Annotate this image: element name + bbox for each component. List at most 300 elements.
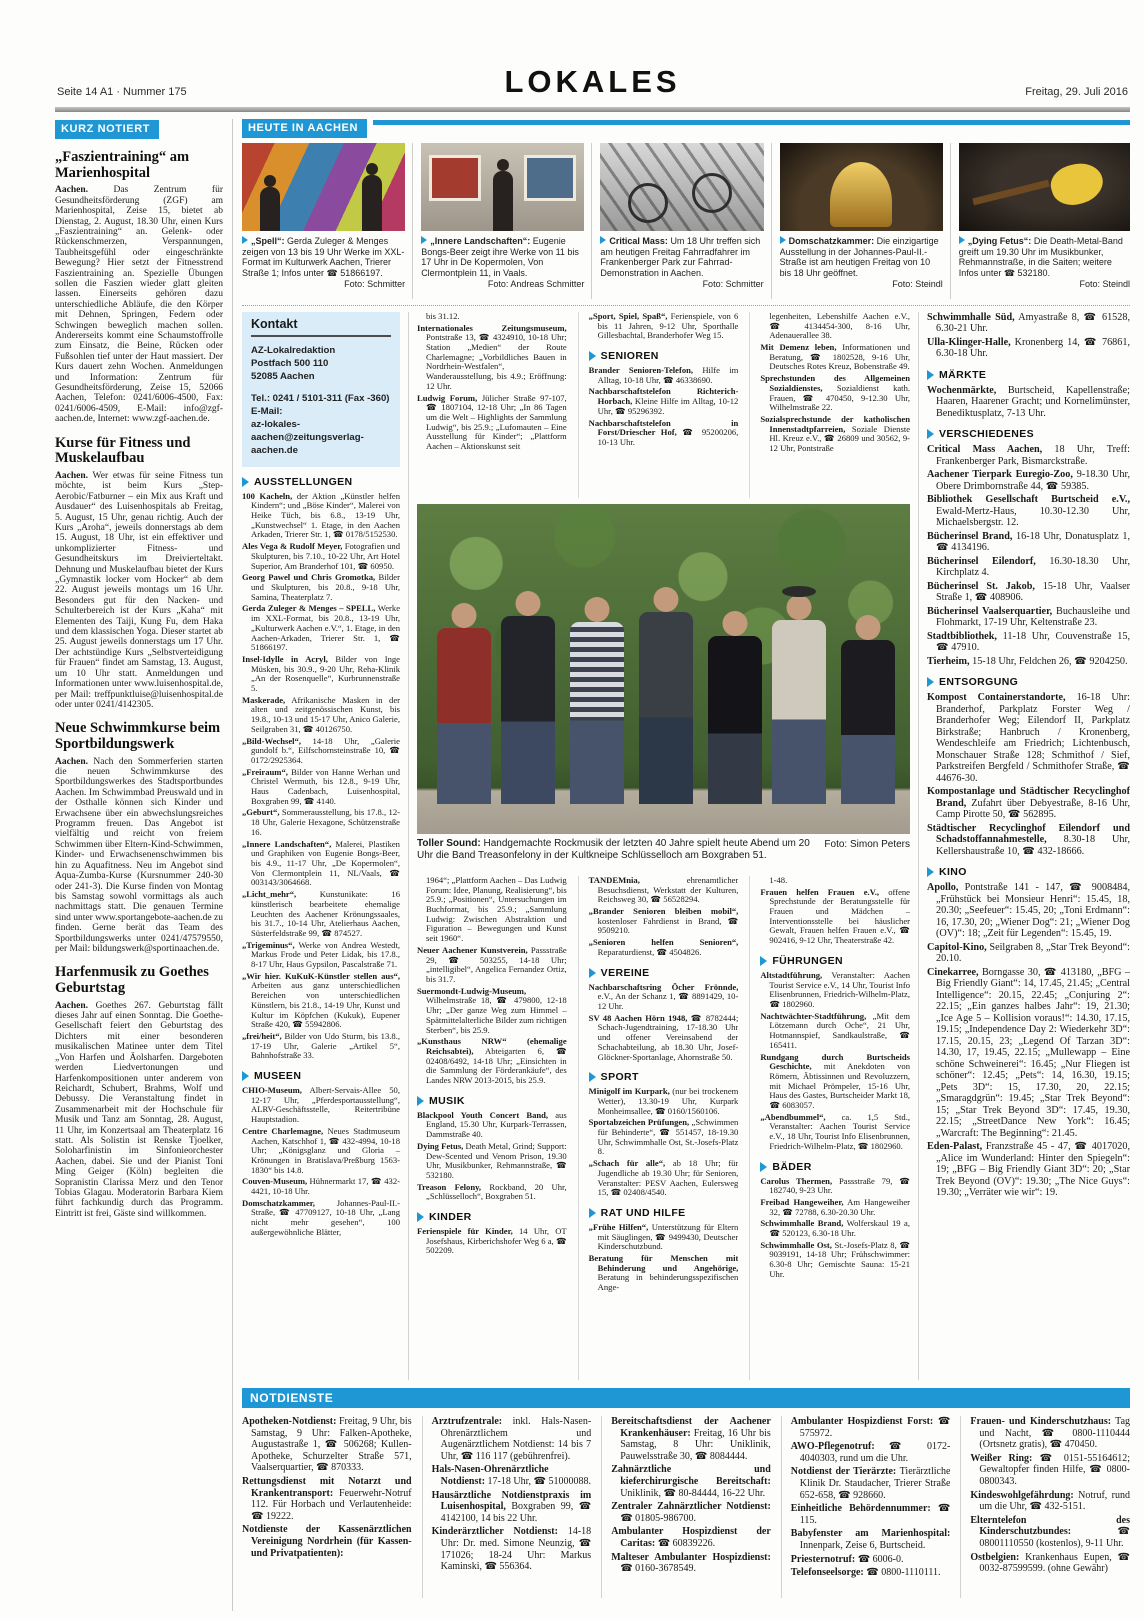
listing-continuation: bis 31.12. [426,311,460,321]
entry-lead: Mit Demenz leben, [760,342,837,353]
listing-entry: Frauen- und Kinderschutzhaus: Tag und Nacht, ☎ 0800-1110444 (Ortsnetz gratis), ☎ 470450. [970,1415,1130,1451]
article-body: Aachen. Das Zentrum für Gesundheitsförderung (ZGF) am Marienhospital, Zeise 15, bietet ab Dienstag, 2. August, 18.30 Uhr, einen Kurs „Faszientraining“ an. Gelenk- oder Rückenschmerzen, Verspannungen, Taubheitsgefühl oder eingeschränkte Bewegung? Hier setzt der Fitnesstrend Faszientraining an. Spezielle Übungen sollen die Faszien wieder glatt gleiten lassen. Einerseits gehören dazu unterschiedliche Abläufe, die den Körper mit Dehnen, Springen, Federn oder Schwingen beweglich machen sollen. Andererseits kommt eine Schaumstoffrolle zum Einsatz, die Beine, Rücken oder Fußsohlen tief unter der Haut massiert. Der Kurs dauert zehn Wochen. Anmeldungen und Information: Zentrum für Gesundheitsförderung, Zeise 15, 52066 Aachen, Telefon: 0241/6006-4500, Fax: 0241/6006-4509, E-Mail: info@zgf-aachen.de, Internet: www.zgf-aachen.de. [55,185,223,425]
listing-entry: Rettungsdienst mit Notarzt und Krankentransport: Feuerwehr-Notruf 112. Für Horbach und Verlautenheide: ☎ 19222. [242,1475,412,1522]
listing-entry: Nachbarschaftsring Öcher Frönnde, e.V., An der Schanz 1, ☎ 8891429, 10-12 Uhr. [588,981,739,1011]
listing-entry: Babyfenster am Marienhospital: Innenpark, Zeise 6, Burtscheid. [790,1528,951,1551]
news-briefs [55,150,223,1219]
notdienste-column-3 [601,1416,771,1598]
entry-lead: AWO-Pflegenotruf: [790,1441,875,1453]
listing-entry: Tierheim, 15-18 Uhr, Feldchen 26, ☎ 9204250. [927,655,1128,667]
entry-lead: Aachener Tierpark Euregio-Zoo, [927,469,1073,481]
section-title: LOKALES [504,64,681,99]
entry-lead: Internationales Zeitungsmuseum, [417,322,567,333]
listing-entry: Bücherinsel St. Jakob, 15-18 Uhr, Vaalser Straße 1, ☎ 408906. [927,580,1130,604]
photo-credit: Foto: Schmitter [344,279,406,290]
article-headline: Neue Schwimmkurse beim Sportbildungswerk [55,720,221,752]
entry-lead: Sportabzeichen Prüfungen, [588,1117,690,1128]
band-photo-caption: Foto: Simon Peters Toller Sound: Handgemachte Rockmusik der letzten 40 Jahre spielt heute Abend um 20 Uhr die Band Treasonfelony in der Kultkneipe Schlüsselloch am Boxgraben 51. [417,837,910,861]
listing-entry: „frei/heit“, Bilder von Udo Sturm, bis 13.8., 17-19 Uhr, Galerie „Artikel 5“, Bahnhofstraße 33. [242,1030,400,1061]
section-label: KINO [939,866,967,879]
entry-lead: Nachbarschaftstelefon in Forst/Driescher Hof, [588,417,739,438]
listing-entry: „Wir hier. KuKuK-Künstler stellen aus“, Arbeiten aus ganz unterschiedlichen Bereichen von unterschiedlichen Künstlern, bis 21.8., 14-19 Uhr, Kunst und Kultur im Köpfchen (Kukuk), Eupener Straße 420, ☎ 55942806. [242,970,400,1030]
kontakt-box [242,312,400,467]
entry-lead: Bücherinsel Vaalserquartier, [927,605,1053,617]
triangle-icon [242,477,249,487]
article-body: Aachen. Goethes 267. Geburtstag fällt dieses Jahr auf einen Sonntag. Die Goethe-Gesellschaft feiert den Geburtstag des Dichters mit einer besonderen musikalischen Matinee unter dem Titel „Von Harfen und Äolsharfen. Dargeboten werden Liedvertonungen und Harfenkompositionen unter anderem von Reichardt, Schubert, Brahms, Wolf und Debussy. Die Veranstaltung findet in Zusammenarbeit mit der Hochschule für Musik und Tanz am Sonntag, 28. August, 11 Uhr, im Konzertsaal am Theaterplatz 16 statt. Als Solistin ist Renske Tjoelker, Soloharfinistin im Sinfonieorchester Aachen, dabei. Sie und der Pianist Toni Ming Geiger (Köln) begleiten die Sopranistin Clarissa Merz und den Tenor Tobias Glagau. Moderatorin Barbara Kiem führt fachkundig durch das Programm. Eintritt ist frei, Gäste sind willkommen. [55,1000,223,1219]
entry-lead: Ulla-Klinger-Halle, [927,336,1011,348]
listing-column-4-bottom [749,876,910,1380]
entry-lead: Capitol-Kino, [927,941,987,953]
page-number: Seite 14 A1 · Nummer 175 [57,86,187,98]
listing-entry: SV 48 Aachen Hörn 1948, ☎ 8782444; Schach-Jugendtraining, 17-18.30 Uhr und offener Vereinsabend der Schachabteilung, ab 18.30 Uhr, Josef-Glöckner-Sportanlage, Ahornstraße 50. [588,1012,739,1062]
section-label: MÄRKTE [939,368,987,381]
entry-lead: Hausärztliche Notdienstpraxis im Luisenhospital, [431,1489,592,1513]
listing-entry: Bibliothek Gesellschaft Burtscheid e.V., Ewald-Mertz-Haus, 10.30-12.30 Uhr, Michaelsbergstr. 12. [927,494,1130,529]
masthead-rule [55,107,1130,112]
guitar-neck-shape [973,179,1050,205]
listing-entry: Frauen helfen Frauen e.V., offene Sprechstunde der Beratungsstelle für Frauen und Mädchen – Interventionsstelle bei häuslicher Gewalt, Frauen helfen Frauen e.V., ☎ 902416, 9-12 Uhr, Theaterstraße 42. [760,886,910,946]
photo-caption: „Spell“: Gerda Zuleger & Menges zeigen von 13 bis 19 Uhr Werke im XXL-Format im Kulturwerk Aachen, Trierer Straße 1; Infos unter ☎ 51866197. Foto: Schmitter [242,236,406,290]
listing-entry: Treason Felony, Rockband, 20 Uhr, „Schlüsselloch“, Boxgraben 51. [417,1181,567,1202]
bicycles-photo [600,143,763,231]
section-header-ausstellungen [242,476,400,488]
listing-entry: Notdienst der Tierärzte: Tierärztliche Klinik Dr. Staudacher, Trierer Straße 652-658, ☎ 928660. [790,1466,951,1501]
entry-lead: Altstadtführung, [760,969,823,980]
entry-lead: SV 48 Aachen Hörn 1948, [588,1012,688,1023]
section-header-kinder [417,1211,567,1223]
entry-lead: Malteser Ambulanter Hospizdienst: [611,1551,771,1563]
entry-lead: Kompostanlage und Städtischer Recyclinghof Brand, [927,786,1130,809]
band-member [772,620,826,804]
listing-entry: „Schach für alle“, ab 18 Uhr; für Jugendliche ab 19.30 Uhr; für Senioren, Veranstalter: PESV Aachen, Eulersweg 15, ☎ 02408/4540. [588,1158,739,1198]
entry-lead: Frauen helfen Frauen e.V., [760,886,880,897]
triangle-icon [760,1162,767,1172]
entry-lead: „Abendbummel“, [760,1111,826,1122]
listing-entry: Aachener Tierpark Euregio-Zoo, 9-18.30 Uhr, Obere Drimbornstraße 44, ☎ 59385. [927,469,1130,492]
listing-entry: Kompostanlage und Städtischer Recyclinghof Brand, Zufahrt über Debyestraße, 8-16 Uhr, Camp Pirotte 50, ☎ 562895. [927,786,1130,821]
section-label: MUSEEN [254,1070,302,1083]
notdienste-section [242,1388,1130,1598]
caption-arrow-icon [959,236,965,244]
entry-lead: Treason Felony, [417,1181,482,1192]
listing-entry: Minigolf im Kurpark, (nur bei trockenem Wetter), 13.30-19 Uhr, Kurpark Monheimsallee, ☎ 0160/1560106. [588,1086,739,1116]
listing-entry: Brander Senioren-Telefon, Hilfe im Alltag, 10-18 Uhr, ☎ 46338690. [588,365,739,385]
listing-entry: Nachbarschaftstelefon Richterich-Horbach, Kleine Hilfe im Alltag, 10-12 Uhr, ☎ 95296392. [588,386,739,416]
listing-continuation: 1-48. [769,875,788,885]
kontakt-email: az-lokales-aachen@zeitungsverlag-aachen.de [251,418,364,456]
triangle-icon [242,1071,249,1081]
section-header-sport [589,1071,739,1083]
listing-entry: Bereitschaftsdienst der Aachener Krankenhäuser: Freitag, 16 Uhr bis Samstag, 8 Uhr: Uniklinik, Pauwelsstraße 30, ☎ 8084444. [611,1415,771,1462]
notdienste-column-2 [422,1416,592,1598]
heute-banner-row [242,119,1130,138]
article-headline: Kurse für Fitness und Muskelaufbau [55,434,191,467]
section-label: VERSCHIEDENES [939,428,1035,441]
listing-entry: Sozialsprechstunde der katholischen Innenstadtpfarreien, Soziale Dienste Hl. Kreuz e.V., ☎ 26809 und 30562, 9-12 Uhr, Pontstraße [760,414,910,454]
listing-entry: Insel-Idylle in Acryl, Bilder von Inge Müsken, bis 30.9., 9-20 Uhr, Reha-Klinik „An der Rosenquelle“, Kurbrunnenstraße 5. [242,653,400,694]
entry-lead: „Brander Senioren bleiben mobil“, [588,906,739,917]
band-member [841,640,895,804]
kontakt-email-label: E-Mail: [251,405,283,417]
photo-credit: Foto: Steindl [1079,279,1130,290]
entry-lead: Ambulanter Hospizdienst der Caritas: [611,1526,771,1549]
listing-entry: Kindeswohlgefährdung: Notruf, rund um die Uhr, ☎ 432-5151. [970,1489,1130,1513]
section-header-kino [927,866,1130,878]
listing-entry [242,1524,412,1559]
listing-entry: „Licht_mehr“, Kunstunikate: 16 künstlerisch bearbeitete ehemalige Leuchten des Aachener Krönungssaales, bis 31.7., 10-14 Uhr, Atelierhaus Aachen, Süsterfeldstraße 99, ☎ 874527. [242,889,400,938]
listing-entry: Schwimmhalle Brand, Wolferskaul 19 a, ☎ 520123, 6.30-18 Uhr. [760,1218,910,1239]
entry-lead: Sozialsprechstunde der katholischen Innenstadtpfarreien, [760,414,910,434]
entry-lead: Arztrufzentrale: [431,1415,503,1427]
entry-lead: Centre Charlemagne, [242,1125,324,1136]
entry-lead: Couven-Museum, [242,1176,308,1187]
entry-lead: Eden-Palast, [927,1141,983,1153]
entry-lead: „Senioren helfen Senioren“, [588,937,739,948]
notdienste-column-4 [781,1416,951,1598]
listing-entry: Malteser Ambulanter Hospizdienst: ☎ 0160-3678549. [611,1551,771,1575]
entry-lead: „Kunsthaus NRW“ (ehemalige Reichsabtei), [417,1036,567,1056]
section-label: MUSIK [429,1094,465,1107]
notdienste-banner: NOTDIENSTE [242,1388,1130,1408]
band-member [437,628,491,804]
listing-entry: Freibad Hangeweiher, Am Hangeweiher 32, ☎ 72788, 6.30-20.30 Uhr. [760,1196,910,1217]
notdienste-column-5 [960,1416,1130,1598]
notdienste-columns [242,1416,1130,1598]
entry-lead: CHIO-Museum, [242,1085,302,1096]
listing-entry: „Brander Senioren bleiben mobil“, kostenloser Fahrdienst in Brand, ☎ 9509210. [588,906,739,936]
listing-entry: „Freiraum“, Bilder von Hanne Werhan und Christel Wermuth, bis 12.8., 9-19 Uhr, Haus Cadenbach, Luisenhospital, Boxgraben 99, ☎ 4140. [242,766,400,806]
listing-entry: Hals-Nasen-Ohrenärztliche Notdienst: 17-18 Uhr, ☎ 51000088. [431,1464,591,1487]
treasonfelony-band-photo [417,504,910,834]
gallery-photo [421,143,584,231]
listing-entry: Cinekarree, Borngasse 30, ☎ 413180, „BFG – Big Friendly Giant“: 14, 17.45, 21.45; „Central Intelligence“: 20.15, 22.45; „Conjuring 2“: 22.15; „Ein ganzes halbes Jahr“: 19, 21.30; „Ice Age 5 – Kollision voraus!“: 14.30, 17.15, 19.15; „Independence Day 2: Wiederkehr 3D“: 17.15, 20.15, 23; „Legend Of Tarzan 3D“: 14.30, 17, 19.45, 22.15; „Mullewapp – Eine schöne Schweinerei“: 16.45; „Nur Fliegen ist schöner“: 12.45; „Pets“: 14, 16.30, 19.15; „Pets 3D“: 15, 17.30, 20, 22.15; „Smaragdgrün“: 19.45; „Star Trek Beyond“: 15; „Star Trek Beyond 3D“: 17.45, 19.30, 22.15; „StreetDance New York“: 16.45; „Warcraft: The Beginning“: 21.45. [927,966,1130,1139]
entry-lead: Telefonseelsorge: [790,1567,864,1579]
article-dateline: Aachen. [55,470,88,481]
kontakt-phone: Tel.: 0241 / 5101-311 (Fax -360) [251,392,390,404]
painting-shape [524,155,576,201]
listing-entry: Domschatzkammer, Johannes-Paul-II.-Straße, ☎ 47709127, 10-18 Uhr, „Lang nicht mehr gesehen“, 100 außergewöhnliche Blätter, [242,1197,400,1237]
person-silhouette [362,175,382,231]
triangle-icon [927,370,934,380]
golden-shrine-shape [830,162,892,227]
entry-lead: Rettungsdienst mit Notarzt und Krankentransport: [242,1475,412,1499]
listing-entry: Georg Pawel und Chris Gromotka, Bilder und Skulpturen, bis 20.8., 9-18 Uhr, Samina, Theaterplatz 7. [242,572,400,602]
guitar-body-shape [1046,157,1108,211]
section-header-musik [417,1095,567,1107]
entry-lead: Bibliothek Gesellschaft Burtscheid e.V., [927,494,1130,506]
listing-column-5 [919,312,1130,1380]
entry-lead: Zahnärztliche und kieferchirurgische Bereitschaft: [611,1464,771,1487]
triangle-icon [589,351,596,361]
photo-caption: Domschatzkammer: Die einzigartige Ausstellung in der Johannes-Paul-II.-Straße ist am heutigen Freitag von 10 bis 18 Uhr geöffnet. Foto: Steindl [779,236,943,290]
listing-entry: „Bild-Wechsel“, 14-18 Uhr, „Galerie gundolf b.“, Eilfschornsteinstraße 10, ☎ 0172/2925364. [242,735,400,765]
issue-date: Freitag, 29. Juli 2016 [1025,86,1128,98]
triangle-icon [589,1208,596,1218]
masthead [55,66,1130,100]
band-photo-credit: Foto: Simon Peters [824,838,910,850]
listing-entry: Elterntelefon des Kinderschutzbundes: ☎ 08001110550 (kostenlos), 9-11 Uhr. [970,1514,1130,1549]
caption-arrow-icon [242,236,248,244]
photo-credit: Foto: Schmitter [702,279,764,290]
heute-photo-domschatzkammer [780,143,951,299]
triangle-icon [417,1212,424,1222]
listing-entry: Stadtbibliothek, 11-18 Uhr, Couvenstraße 15, ☎ 47910. [927,630,1130,654]
entry-lead: „Wir hier. KuKuK-Künstler stellen aus“, [242,970,400,981]
listing-entry: Dying Fetus, Death Metal, Grind; Support: Dew-Scented und Venom Prison, 19.30 Uhr, Musikbunker, Rehmannstraße, ☎ 532180. [417,1140,567,1180]
heute-photo-innere-landschaften [421,143,592,299]
section-header-f-hrungen [760,955,910,967]
entry-lead: Dying Fetus, [417,1140,464,1151]
listing-column-2-top [417,312,567,498]
entry-lead: Bücherinsel St. Jakob, [927,580,1035,592]
entry-lead: Gerda Zuleger & Menges – SPELL, [242,603,376,614]
listing-entry: Apollo, Pontstraße 141 - 147, ☎ 9008484, „Frühstück bei Monsieur Henri“: 15.45, 18, 20.30; „Seefeuer“: 15.45, 20; „Toni Erdmann“: 16, 17.30, 20; „Wiener Dog“: 21; „Wiener Dog (OV)“: 18; „Zeit für Legenden“: 15.45, 19. [927,882,1130,940]
entry-lead: Freibad Hangeweiher, [760,1196,844,1207]
listing-entry: Ambulanter Hospizdienst Forst: ☎ 575972. [790,1415,951,1439]
section-header-senioren [589,350,739,362]
entry-lead: „Trigeminus“, [242,939,295,950]
entry-lead: „Freiraum“, [242,766,288,777]
section-label: AUSSTELLUNGEN [254,475,353,488]
listing-entry: Gerda Zuleger & Menges – SPELL, Werke im XXL-Format, bis 20.8., 13-19 Uhr, „Kulturwerk Aachen e.V.“, 1. Etage, in den Aachen-Arkaden, Trierer Str. 1, ☎ 51866197. [242,603,401,653]
listing-entry: Carolus Thermen, Passstraße 79, ☎ 182740, 9-23 Uhr. [760,1175,910,1196]
listing-entry: Ulla-Klinger-Halle, Kronenberg 14, ☎ 76861, 6.30-18 Uhr. [927,336,1130,360]
listing-entry: „Frühe Hilfen“, Unterstützung für Eltern mit Säuglingen, ☎ 9499430, Deutscher Kinderschutzbund. [588,1221,739,1252]
news-brief [55,150,223,425]
listing-entry: „Senioren helfen Senioren“, Reparaturdienst, ☎ 4504826. [588,937,739,957]
listing-entry: 100 Kacheln, der Aktion „Künstler helfen Kindern“; und „Böse Kinder“, Malerei von Heike Tüch, bis 6.8., 13-19 Uhr, „Kunstwechsel“ 1. Etage, in den Aachen Arkaden, Trierer Str. 1, ☎ 0178/5152530. [242,490,400,540]
listing-continuation: 1964“; „Plattform Aachen – Das Ludwig Forum: Idee, Planung, Realisierung“, bis 25.9.; „Positionen“, Untersuchungen im Buchformat, bis 25.9.; „Sammlung Ludwig: Zwischen Abstraktion und Figuration – Bewegungen und Kunst seit 1960“. [426,875,567,944]
listing-entry: Arztrufzentrale: inkl. Hals-Nasen-Ohrenärztlichem und Augenärztlichem Notdienst: 14 bis 7 Uhr, ☎ 116 117 (gebührenfrei). [431,1415,592,1462]
entry-lead: 100 Kacheln, [242,490,293,501]
listing-entry: Hausärztliche Notdienstpraxis im Luisenhospital, Boxgraben 99, ☎ 4142100, 14 bis 22 Uhr. [431,1489,592,1524]
heute-photo-spell [242,143,413,299]
section-header-rat-und-hilfe [589,1207,739,1219]
heute-in-aachen-banner: HEUTE IN AACHEN [242,119,367,138]
listing-entry: Weißer Ring: ☎ 0151-55164612; Gewaltopfer finden Hilfe, ☎ 0800-0800343. [970,1452,1130,1487]
entry-lead: Ales Vega & Rudolf Meyer, [242,541,343,552]
listing-entry: AWO-Pflegenotruf: ☎ 0172-4040303, rund um die Uhr. [790,1441,951,1464]
listing-entry: „Sport, Spiel, Spaß“, Ferienspiele, von 6 bis 11 Jahren, 9-12 Uhr, Sporthalle Gillesbachtal, Branderhofer Weg 15. [588,311,739,341]
entry-lead: TANDEMnia, [588,875,640,885]
entry-lead: Zentraler Zahnärztlicher Notdienst: [611,1501,771,1513]
listing-entry: Zentraler Zahnärztlicher Notdienst: ☎ 01805-986700. [611,1501,771,1524]
kurz-notiert-column [55,119,233,1611]
entry-lead: Nachbarschaftsring Öcher Frönnde, [588,981,739,992]
entry-lead: Bücherinsel Brand, [927,530,1013,542]
notdienste-column-1 [242,1416,412,1598]
listing-entry: Ales Vega & Rudolf Meyer, Fotografien und Skulpturen, bis 7.10., 10-22 Uhr, Art Hotel Superior, Am Branderhof 101, ☎ 60950. [242,541,400,571]
photo-caption: „Innere Landschaften“: Eugenie Bongs-Beer zeigt ihre Werke von 11 bis 17 Uhr in De Kopermolen, Von Clermontplein 11, in Vaals. Foto: Andreas Schmitter [421,236,585,290]
entry-lead: Priesternotruf: [790,1553,856,1565]
news-brief [55,721,223,954]
listing-entry: Sprechstunden des Allgemeinen Sozialdienstes, Sozialdienst kath. Frauen, ☎ 470450, 9-12.30 Uhr, Wilhelmstraße 22. [760,373,910,413]
heute-photo-critical-mass [600,143,771,299]
listing-entry: Kinderärztlicher Notdienst: 14-18 Uhr: Dr. med. Simone Neunzig, ☎ 171026; 18-24 Uhr: Markus Kaminski, ☎ 556364. [431,1526,592,1573]
listing-entry: Bücherinsel Brand, 16-18 Uhr, Donatusplatz 1, ☎ 4134196. [927,530,1130,554]
entry-lead: „Licht_mehr“, [242,889,297,900]
listing-entry: „Trigeminus“, Werke von Andrea Westedt, Markus Frode und Peter Lidak, bis 17.8., 8-17 Uhr, Haus Gypsilon, Pascalstraße 71. [242,939,400,970]
listing-entry: Eden-Palast, Franzstraße 45 - 47, ☎ 4017020, „Alice im Wunderland: Hinter den Spiegeln“: 19; „BFG – Big Friendly Giant 3D“: 20; „Star Trek Beyond (OV)“: 19.30; „The Nice Guys“: 19.30; „Verräter wie wir“: 19. [927,1141,1130,1199]
listing-column-1 [242,312,408,1380]
entry-lead: Kompost Containerstandorte, [927,692,1066,704]
listing-entry: Schwimmhalle Süd, Amyastraße 8, ☎ 61528, 6.30-21 Uhr. [927,311,1130,335]
entry-lead: Städtischer Recyclinghof Eilendorf und Schadstoffannahmestelle, [927,822,1130,846]
photo-credit: Foto: Steindl [892,279,943,290]
entry-lead: Insel-Idylle in Acryl, [242,653,328,664]
entry-lead: Apollo, [927,882,959,894]
listing-entry: Sportabzeichen Prüfungen, „Schwimmen für Behinderte“, ☎ 551457, 18-19.30 Uhr, Schwimmhalle Ost, St.-Josefs-Platz 8. [588,1117,739,1157]
entry-lead: Frauen- und Kinderschutzhaus: [970,1415,1112,1427]
entry-lead: Bücherinsel Eilendorf, [927,555,1036,567]
entry-lead: Critical Mass Aachen, [927,444,1043,456]
listing-entry: Critical Mass Aachen, 18 Uhr, Treff: Frankenberger Park, Bismarckstraße. [927,444,1130,467]
article-body: Aachen. Nach den Sommerferien starten die neuen Schwimmkurse des Sportbildungswerkes des Stadtsportbundes Aachen. Im Schwimmbad Preuswald und in der Osthalle können sich Kinder und Erwachsene über ein abwechslungsreiches Programm freuen. Das Angebot ist vielfältig und reicht von freiem Schwimmen über Eltern-Kind-Schwimmen, Kinder- und Erwachsenenschwimmen bis hin zu Aquafitness. Neu im Angebot sind Aqua-Zumba-Kurse (Kursnummer 240-30 oder 241-3). Die Kurse finden von Montag bis Samstag sowohl vormittags als auch nachmittags statt. Die genauen Termine sind unter www.sportangebote-aachen.de zu finden. Gerne berät das Team des Sportbildungswerks unter 0241/47579550, per Mail: bildungswerk@sportinaachen.de. [55,756,223,954]
entry-lead: „Schach für alle“, [588,1158,666,1169]
entry-lead: „frei/heit“, [242,1030,282,1041]
listing-entry: Bücherinsel Eilendorf, 16.30-18.30 Uhr, Kirchplatz 4. [927,555,1130,579]
article-dateline: Aachen. [55,1000,88,1011]
listing-entry: „Kunsthaus NRW“ (ehemalige Reichsabtei), Abteigarten 6, ☎ 02408/6492, 14-18 Uhr; „Einsichten in die Sammlung der Förderankäufe“, des Landes NRW 2013-2015, bis 25.9. [417,1036,567,1086]
listing-entry: Maskerade, Afrikanische Masken in der alten und zeitgenössischen Kunst, bis 19.8., 10-13 und 15-17 Uhr, Anico Galerie, Seilgraben 31, ☎ 40126750. [242,694,400,734]
section-label: VEREINE [600,966,650,979]
article-headline: „Faszientraining“ am Marienhospital [55,149,190,181]
entry-lead: Carolus Thermen, [760,1175,833,1186]
entry-lead: Ferienspiele für Kinder, [417,1226,513,1237]
band-member [639,612,693,804]
triangle-icon [760,956,767,966]
kontakt-pobox: Postfach 500 110 [251,357,329,369]
section-label: SENIOREN [600,350,659,363]
entry-lead: Neuer Aachener Kunstverein, [417,944,528,955]
listing-entry: Telefonseelsorge: ☎ 0800-1110111. [790,1567,941,1579]
section-header-museen [242,1070,400,1082]
kontakt-rule [251,335,391,337]
entry-lead: Apotheken-Notdienst: [242,1415,337,1427]
entry-lead: Ambulanter Hospizdienst Forst: [790,1415,934,1427]
caption-arrow-icon [600,236,606,244]
entry-lead: Nachtwächter-Stadtführung, [760,1010,867,1021]
listing-entry: Capitol-Kino, Seilgraben 8, „Star Trek Beyond“: 20.10. [927,941,1130,965]
guitar-photo [959,143,1130,231]
section-header-b-der [760,1161,910,1173]
kontakt-title: Kontakt [251,316,298,331]
listing-entry: „Innere Landschaften“, Malerei, Plastiken und Graphiken von Eugenie Bongs-Beer, bis 4.9., 11-17 Uhr, „De Kopermolen“, Von Clermontplein 11, NL/Vaals, ☎ 003143/3064668. [242,838,400,888]
entry-lead: Kindeswohlgefährdung: [970,1489,1074,1501]
middle-columns [408,312,919,1380]
article-body: Aachen. Wer etwas für seine Fitness tun möchte, ist beim Kurs „Step-Aerobic/Fatburner – ein Mix aus Kraft und Ausdauer“ des Luisenhospitals ab Freitag, 5. August, 15 Uhr, genau richtig. Auch der Kurs „Aroha“, jeweils donnerstags ab dem 15. August, 18 Uhr, ist ein effektiver und unkomplizierter Fitness- und Gesundheitskurs im Dreivierteltakt. Dehnung und Muskelaufbau bietet der Kurs „Gymnastik locker vom Hocker“ ab dem 22. August jeweils montags um 16 Uhr. Besonders gut für den Nacken- und Schulterbereich ist der Kurs „Kaha“ mit Elementen des Taiji, Kung Fu, dem Haka und dem klassischen Yoga. Dieser startet ab 25. August jeweils donnerstags um 17 Uhr. Der achtstündige Kurs „Selbstverteidigung für Frauen“ findet am Samstag, 13. August, um 10 Uhr statt. Anmeldungen und Informationen unter www.luisenhospital.de, per Mail: treffpunktluise@luisenhospital.de oder unter 0241/4142305. [55,470,223,710]
listing-entry: Suermondt-Ludwig-Museum, Wilhelmstraße 18, ☎ 479800, 12-18 Uhr; „Der ganze Weg zum Himmel – Spätmittelalterliche Bilder zum richtigen Sterben“, bis 25.9. [417,985,567,1035]
news-brief [55,965,223,1219]
kontakt-city: 52085 Aachen [251,370,315,382]
entry-lead: Cinekarree, [927,966,979,978]
entry-lead: Stadtbibliothek, [927,630,997,642]
section-label: KINDER [429,1211,472,1224]
entry-lead: Babyfenster am Marienhospital: [790,1528,951,1540]
section-header-verschiedenes [927,428,1130,440]
listing-continuation: legenheiten, Lebenshilfe Aachen e.V., ☎ 4134454-300, 8-16 Uhr, Adenauerallee 38. [769,311,910,341]
listing-entry: „Geburt“, Sommerausstellung, bis 17.8., 12-18 Uhr, Galerie Hexagone, Schützenstraße 16. [242,807,400,837]
photo-strip [242,143,1130,306]
triangle-icon [589,968,596,978]
bike-wheel-shape [628,183,668,223]
entry-lead: Bereitschaftsdienst der Aachener Krankenhäuser: [611,1415,771,1439]
listing-entry: Nachbarschaftstelefon in Forst/Driescher Hof, ☎ 95200206, 10-13 Uhr. [588,417,739,447]
listing-entry: Wochenmärkte, Burtscheid, Kapellenstraße; Haaren, Haarener Gracht; und Kornelimünster, Benediktusplatz, 7-13 Uhr. [927,384,1130,419]
reliquary-photo [780,143,943,231]
entry-lead: Maskerade, [242,694,286,705]
entry-lead: Elterntelefon des Kinderschutzbundes: [970,1514,1130,1538]
listing-entry: Blackpool Youth Concert Band, aus England, 15.30 Uhr, Kurpark-Terrassen, Dammstraße 40. [417,1109,567,1140]
listing-entry: Zahnärztliche und kieferchirurgische Bereitschaft: Uniklinik, ☎ 80-84444, 16-22 Uhr. [611,1464,771,1499]
entry-lead: Sprechstunden des Allgemeinen Sozialdienstes, [760,373,910,393]
triangle-icon [417,1096,424,1106]
triangle-icon [927,429,934,439]
listing-column-2-bottom [417,876,567,1380]
listing-entry: Bücherinsel Vaalserquartier, Buchausleihe und Flohmarkt, 17-19 Uhr, Keltenstraße 23. [927,605,1130,629]
kurz-notiert-banner: KURZ NOTIERT [55,120,159,139]
triangle-icon [927,677,934,687]
listing-entry: Einheitliche Behördennummer: ☎ 115. [790,1503,951,1526]
band-member [570,622,624,804]
person-silhouette [260,187,280,231]
listing-column-3-bottom [578,876,739,1380]
band-member [501,616,555,804]
entry-lead: Schwimmhalle Brand, [760,1218,844,1229]
entry-lead: Minigolf im Kurpark, [588,1086,670,1097]
listing-entry: Beratung für Menschen mit Behinderung und Angehörige, Beratung in behinderungsspezifischen Ange- [588,1253,739,1293]
section-label: BÄDER [772,1160,812,1173]
listing-entry: Ferienspiele für Kinder, 14 Uhr, OT Josefshaus, Kirberichshofer Weg 6 a, ☎ 502209. [417,1226,567,1256]
entry-lead: Notdienst der Tierärzte: [790,1466,897,1478]
section-header-m-rkte [927,369,1130,381]
section-label: FÜHRUNGEN [772,954,844,967]
listing-entry: Ostbelgien: Krankenhaus Eupen, ☎ 0032-87599599. (ohne Gewähr) [970,1551,1130,1575]
triangle-icon [589,1072,596,1082]
band-member [708,636,762,804]
listing-entry: Priesternotruf: ☎ 6006-0. [790,1553,904,1565]
section-header-entsorgung [927,676,1130,688]
entry-lead: Ludwig Forum, [417,392,478,403]
article-dateline: Aachen. [55,756,88,767]
news-brief [55,436,223,711]
listing-column-4-top [749,312,910,498]
photo-caption: Critical Mass: Um 18 Uhr treffen sich am heutigen Freitag Fahrradfahrer im Frankenberger Park zur Fahrrad-Demonstration in Aachen. Foto: Schmitter [600,236,764,290]
caption-arrow-icon [421,236,427,244]
listing-entry: Couven-Museum, Hühnermarkt 17, ☎ 432-4421, 10-18 Uhr. [242,1176,400,1197]
spell-artwork-photo [242,143,405,231]
article-dateline: Aachen. [55,185,88,196]
entry-lead: Wochenmärkte, [927,384,997,396]
listing-entry: Apotheken-Notdienst: Freitag, 9 Uhr, bis Samstag, 9 Uhr: Falken-Apotheke, Augustastraße 1, ☎ 506268; Kullen-Apotheke, Schurzelter Straße 571, Vaalserquartier, ☎ 870333. [242,1415,412,1474]
heute-photo-dying-fetus [959,143,1130,299]
entry-lead: Rundgang durch Burtscheids Geschichte, [760,1051,910,1072]
event-listings [242,312,1130,1380]
listing-entry: Rundgang durch Burtscheids Geschichte, mit Anekdoten von Römern, Äbtissinnen und Revoluzzern, mit Michael Prömpeler, 15-16 Uhr, Haus des Gastes, Burtscheider Markt 18, ☎ 6083057. [760,1051,910,1111]
listing-entry: Nachtwächter-Stadtführung, „Mit dem Lötzemann durch Oche“, 21 Uhr, Hotmannspief, Sandkaulstraße, ☎ 165411. [760,1010,910,1050]
main-area [242,119,1130,1611]
triangle-icon [927,867,934,877]
listing-entry: TANDEMnia, ehrenamtlicher Besuchsdienst, Werkstatt der Kulturen, Reichsweg 30, ☎ 56528294. [588,875,739,905]
entry-lead: Blackpool Youth Concert Band, [417,1109,549,1120]
listing-entry: Kompost Containerstandorte, 16-18 Uhr: Branderhof, Parkplatz Forster Weg / Branderhofer Weg; Eilendorf II, Parkplatz Birkstraße; Hanbruch / Kronenberg, Wendeschleife am Friedrich; Lichtenbusch, Monschauer Straße 128; Schmithof / Sief, Parkstreifen Bergfeld / Schmithofer Straße, ☎ 44676-30. [927,692,1130,784]
listing-entry: Städtischer Recyclinghof Eilendorf und Schadstoffannahmestelle, 8.30-18 Uhr, Kellershaustraße 10, ☎ 432-18666. [927,822,1130,857]
listing-entry: Ambulanter Hospizdienst der Caritas: ☎ 60839226. [611,1526,771,1549]
entry-lead: Schwimmhalle Ost, [760,1239,832,1250]
section-label: SPORT [600,1071,639,1084]
entry-lead: „Innere Landschaften“, [242,838,332,849]
photo-credit: Foto: Andreas Schmitter [487,279,585,290]
